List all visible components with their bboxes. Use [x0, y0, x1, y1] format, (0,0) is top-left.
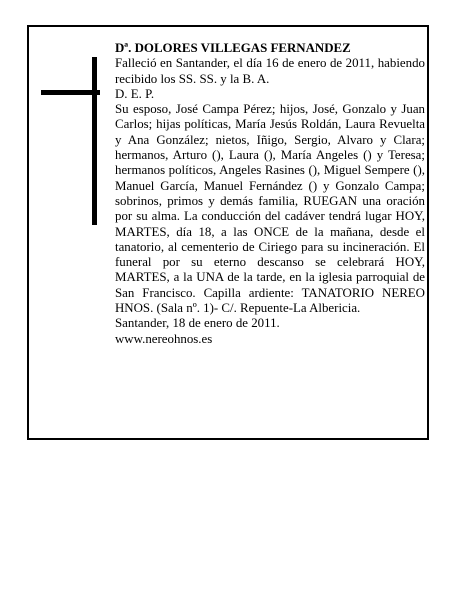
website-link[interactable]: www.nereohnos.es [115, 331, 213, 346]
rip-line: D. E. P. [115, 86, 155, 101]
death-info: Falleció en Santander, el día 16 de enero de 2011, habiendo recibido los SS. SS. y la B. A. [115, 56, 425, 86]
cross-horizontal-bar [41, 90, 100, 95]
cross-vertical-bar [92, 57, 97, 225]
obituary-notice [27, 25, 429, 440]
deceased-name: Dª. DOLORES VILLEGAS FERNANDEZ [115, 41, 351, 55]
date-line: Santander, 18 de enero de 2011. [115, 316, 280, 331]
notice-text-block [115, 41, 425, 347]
notice-body: Su esposo, José Campa Pérez; hijos, José, Gonzalo y Juan Carlos; hijas políticas, María Jesús Roldán, Laura Revuelta y Ana González; nietos, Iñigo, Sergio, Alvaro y Clara; hermanos, Arturo (), Laura (), María Angeles () y Teresa; hermanos políticos, Angeles Rasines (), Miguel Sempere (), Manuel García, Manuel Fernández () y Gonzalo Campa; sobrinos, primos y demás familia, RUEGAN una oración por su alma. La conducción del cadáver tendrá lugar HOY, MARTES, día 18, a las ONCE de la mañana, desde el tanatorio, al cementerio de Ciriego para su incineración. El funeral por su eterno descanso se celebrará HOY, MARTES, a la UNA de la tarde, en la iglesia parroquial de San Francisco. Capilla ardiente: TANATORIO NEREO HNOS. (Sala nº. 1)- C/. Repuente-La Albericia. [115, 102, 425, 316]
